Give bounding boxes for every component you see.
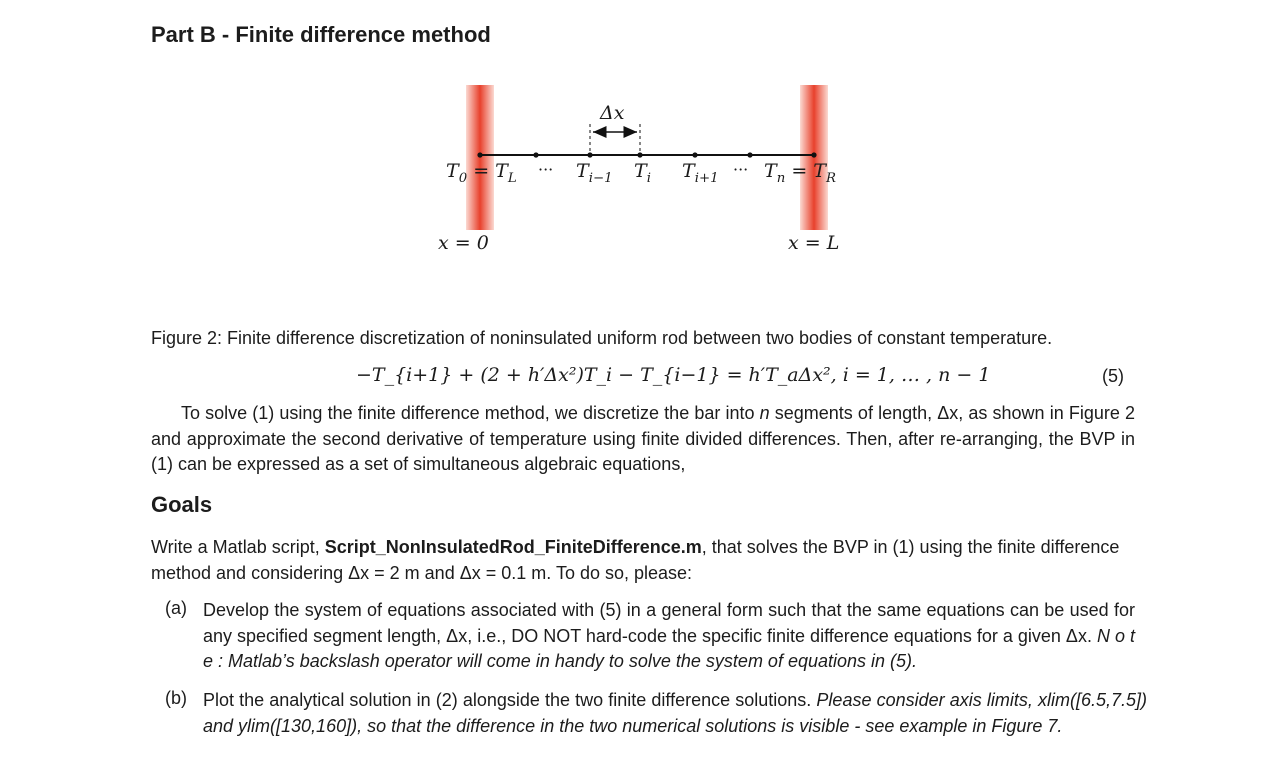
- delta-x-label: Δx: [600, 102, 625, 124]
- node-label-tn-tr: $T_n = T_R$: [764, 160, 836, 186]
- list-marker-b: (b): [165, 688, 187, 708]
- list-marker-a: (a): [165, 598, 187, 618]
- ellipsis-left: ···: [538, 160, 554, 179]
- equation-number: (5): [1102, 366, 1124, 386]
- x0-label: x = 0: [438, 232, 489, 254]
- node: [533, 152, 538, 157]
- node: [747, 152, 752, 157]
- goals-heading: Goals: [151, 492, 213, 517]
- part-title: Part B - Finite difference method: [151, 22, 491, 47]
- node-label-ti: $T_i$: [634, 160, 651, 186]
- equation-5: −T_{i+1} + (2 + h′Δx²)T_i − T_{i−1} = h′T_aΔx², i = 1, … , n − 1: [356, 364, 991, 386]
- node-label-ti-1: $T_{i-1}$: [576, 160, 613, 186]
- node-label-t0-tl: $T_0 = T_L$: [446, 160, 517, 186]
- list-item-a: Develop the system of equations associated with (5) in a general form such that the same equations can be used for any specified segment length, Δx, i.e., DO NOT hard-code the specific finite difference equations for a given Δx. N o t e : Matlab’s backslash operator will come in handy to solve the system of equations in (5).: [203, 600, 1135, 671]
- goals-intro: Write a Matlab script, Script_NonInsulatedRod_FiniteDifference.m, that solves the BVP in (1) using the finite difference method and considering Δx = 2 m and Δx = 0.1 m. To do so, please:: [151, 537, 1120, 583]
- ellipsis-right: ···: [733, 160, 749, 179]
- figure-caption: Figure 2: Finite difference discretization of noninsulated uniform rod between two bodies of constant temperature.: [151, 328, 1053, 348]
- node: [811, 152, 816, 157]
- node: [692, 152, 697, 157]
- node: [477, 152, 482, 157]
- node-label-ti+1: $T_{i+1}$: [682, 160, 719, 186]
- xl-label: x = L: [788, 232, 840, 254]
- paragraph-discretize: To solve (1) using the finite difference method, we discretize the bar into n segments of length, Δx, as shown in Figure 2 and approximate the second derivative of temperature using finite divided differences. Then, after re-arranging, the BVP in (1) can be expressed as a set of simultaneous algebraic equations,: [151, 403, 1135, 474]
- list-item-b: Plot the analytical solution in (2) alongside the two finite difference solutions. Please consider axis limits, xlim([6.5,7.5]) and ylim([130,160]), so that the difference in the two numerical solutions is visible - see example in Figure 7.: [203, 690, 1147, 736]
- figure-2: [400, 80, 880, 260]
